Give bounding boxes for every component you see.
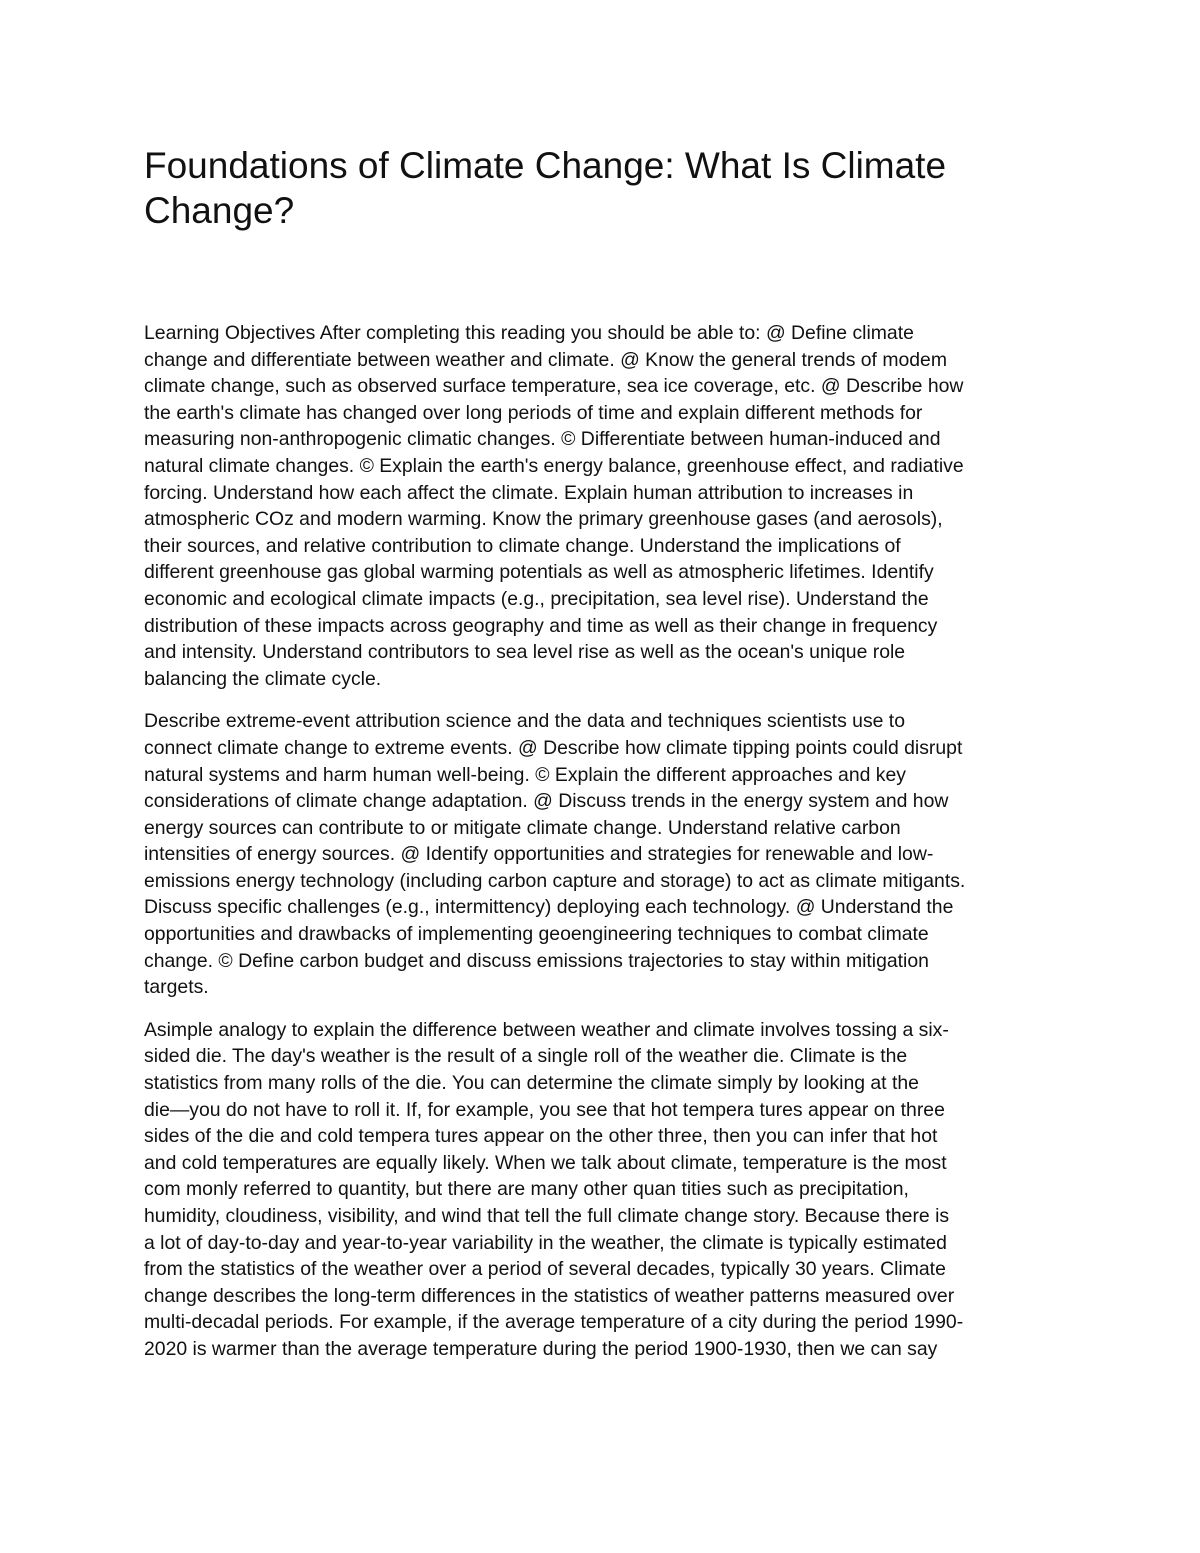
paragraph-learning-objectives: Learning Objectives After completing this reading you should be able to: @ Define climate change and differentiate between weather and climate. @ Know the general trends of modem climate change, such as observed surface temperature, sea ice coverage, etc. @ Describe how the earth's climate has changed over long periods of time and explain different methods for measuring non-anthropogenic climatic changes. © Differentiate between human-induced and natural climate changes. © Explain the earth's energy balance, greenhouse effect, and radiative forcing. Understand how each affect the climate. Explain human attribution to increases in atmospheric COz and modern warming. Know the primary greenhouse gases (and aerosols), their sources, and relative contribution to climate change. Understand the implications of different greenhouse gas global warming potentials as well as atmospheric lifetimes. Identify economic and ecological climate impacts (e.g., precipitation, sea level rise). Understand the distribution of these impacts across geography and time as well as their change in frequency and intensity. Understand contributors to sea level rise as well as the ocean's unique role balancing the climate cycle. [144, 322, 964, 690]
paragraph-weather-climate-analogy: Asimple analogy to explain the difference between weather and climate involves tossing a six- sided die. The day's weather is the result of a single roll of the weather die. Climate is the statistics from many rolls of the die. You can determine the climate simply by looking at the die—you do not have to roll it. If, for example, you see that hot tempera tures appear on three sides of the die and cold tempera tures appear on the other three, then you can infer that hot and cold temperatures are equally likely. When we talk about climate, temperature is the most com monly referred to quantity, but there are many other quan tities such as precipitation, humidity, cloudiness, visibility, and wind that tell the full climate change story. Because there is a lot of day-to-day and year-to-year variability in the weather, the climate is typically estimated from the statistics of the weather over a period of several decades, typically 30 years. Climate change describes the long-term differences in the statistics of weather patterns measured over multi-decadal periods. For example, if the average temperature of a city during the period 1990- 2020 is warmer than the average temperature during the period 1900-1930, then we can say [144, 1018, 964, 1360]
document-body [144, 320, 1056, 1379]
document-title: Foundations of Climate Change: What Is Climate Change? [144, 145, 947, 231]
paragraph-extreme-events: Describe extreme-event attribution science and the data and techniques scientists use to connect climate change to extreme events. @ Describe how climate tipping points could disrupt natural systems and harm human well-being. © Explain the different approaches and key considerations of climate change adaptation. @ Discuss trends in the energy system and how energy sources can contribute to or mitigate climate change. Understand relative carbon intensities of energy sources. @ Identify opportunities and strategies for renewable and low- emissions energy technology (including carbon capture and storage) to act as climate mitigants. Discuss specific challenges (e.g., intermittency) deploying each technology. @ Understand the opportunities and drawbacks of implementing geoengineering techniques to combat climate change. © Define carbon budget and discuss emissions trajectories to stay within mitigation targets. [144, 710, 966, 999]
